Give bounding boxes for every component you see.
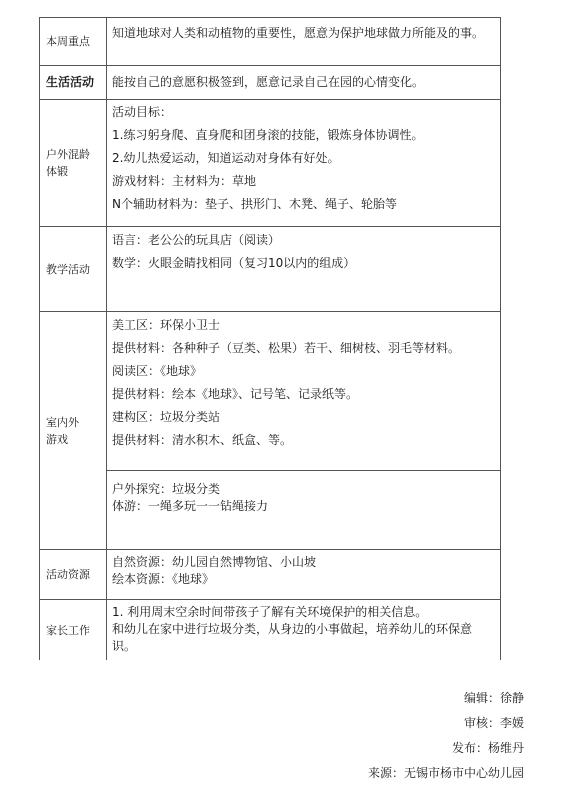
resources-line: 自然资源：幼儿园自然博物馆、小山坡 <box>112 555 317 569</box>
label-outdoor-exercise <box>40 100 107 226</box>
label-life-activity: 生活活动 <box>40 66 107 99</box>
row-outdoor-exercise <box>40 100 500 227</box>
credits-footer <box>368 686 524 786</box>
outdoor-line: N个辅助材料为：垫子、拱形门、木凳、绳子、轮胎等 <box>112 197 397 211</box>
row-indoor-outdoor-games <box>40 312 500 550</box>
games-sub-line: 体游：一绳多玩一一钻绳接力 <box>112 499 269 513</box>
games-line: 建构区：垃圾分类站 <box>112 410 221 424</box>
row-weekly-focus <box>40 18 500 66</box>
content-parent-work <box>107 600 500 660</box>
content-indoor-outdoor-games <box>107 312 500 549</box>
games-line: 提供材料：绘本《地球》、记号笔、记录纸等。 <box>112 387 359 401</box>
credit-editor: 编辑：徐静 <box>463 691 524 705</box>
outdoor-line: 2.幼儿热爱运动，知道运动对身体有好处。 <box>112 151 340 165</box>
credit-publisher: 发布：杨维丹 <box>451 741 524 755</box>
weekly-plan-table <box>39 17 501 660</box>
indoor-area-list <box>112 314 495 470</box>
content-activity-resources <box>107 550 500 599</box>
credit-source: 来源：无锡市杨市中心幼儿园 <box>367 766 524 780</box>
teaching-line: 语言：老公公的玩具店（阅读） <box>112 233 281 247</box>
label-activity-resources: 活动资源 <box>40 550 107 599</box>
row-life-activity <box>40 66 500 100</box>
resources-line: 绘本资源：《地球》 <box>112 572 215 586</box>
games-line: 美工区：环保小卫士 <box>112 318 221 332</box>
label-outdoor-line2: 体锻 <box>46 165 68 178</box>
label-parent-work: 家长工作 <box>40 600 107 660</box>
outdoor-line: 1.练习躬身爬、直身爬和团身滚的技能，锻炼身体协调性。 <box>112 128 424 142</box>
row-teaching-activity <box>40 227 500 312</box>
credit-reviewer: 审核：李媛 <box>463 716 524 730</box>
content-outdoor-exercise <box>107 100 500 226</box>
label-outdoor-line1: 户外混龄 <box>46 148 90 161</box>
content-teaching-activity <box>107 227 500 311</box>
label-indoor-outdoor-games <box>40 312 107 549</box>
outdoor-exploration-section <box>107 470 500 546</box>
row-activity-resources <box>40 550 500 600</box>
games-line: 提供材料：各种种子（豆类、松果）若干、细树枝、羽毛等材料。 <box>112 341 461 355</box>
games-sub-line: 户外探究：垃圾分类 <box>112 482 221 496</box>
label-games-line1: 室内外 <box>46 415 79 429</box>
teaching-line: 数学：火眼金睛找相同（复习10以内的组成） <box>112 256 356 270</box>
label-games-line2: 游戏 <box>46 432 68 446</box>
content-life-activity: 能按自己的意愿积极签到，愿意记录自己在园的心情变化。 <box>112 75 425 89</box>
row-parent-work <box>40 600 500 660</box>
outdoor-line: 活动目标： <box>112 105 173 119</box>
outdoor-line: 游戏材料：主材料为：草地 <box>112 174 257 188</box>
games-line: 提供材料：清水积木、纸盒、等。 <box>112 433 293 447</box>
content-weekly-focus: 知道地球对人类和动植物的重要性，愿意为保护地球做力所能及的事。 <box>112 26 485 40</box>
parents-line: 和幼儿在家中进行垃圾分类，从身边的小事做起，培养幼儿的环保意识。 <box>112 622 473 653</box>
label-weekly-focus: 本周重点 <box>40 18 107 65</box>
games-line: 阅读区：《地球》 <box>112 364 203 378</box>
parents-line: 1. 利用周末空余时间带孩子了解有关环境保护的相关信息。 <box>112 605 428 619</box>
label-teaching-activity: 教学活动 <box>40 227 107 311</box>
